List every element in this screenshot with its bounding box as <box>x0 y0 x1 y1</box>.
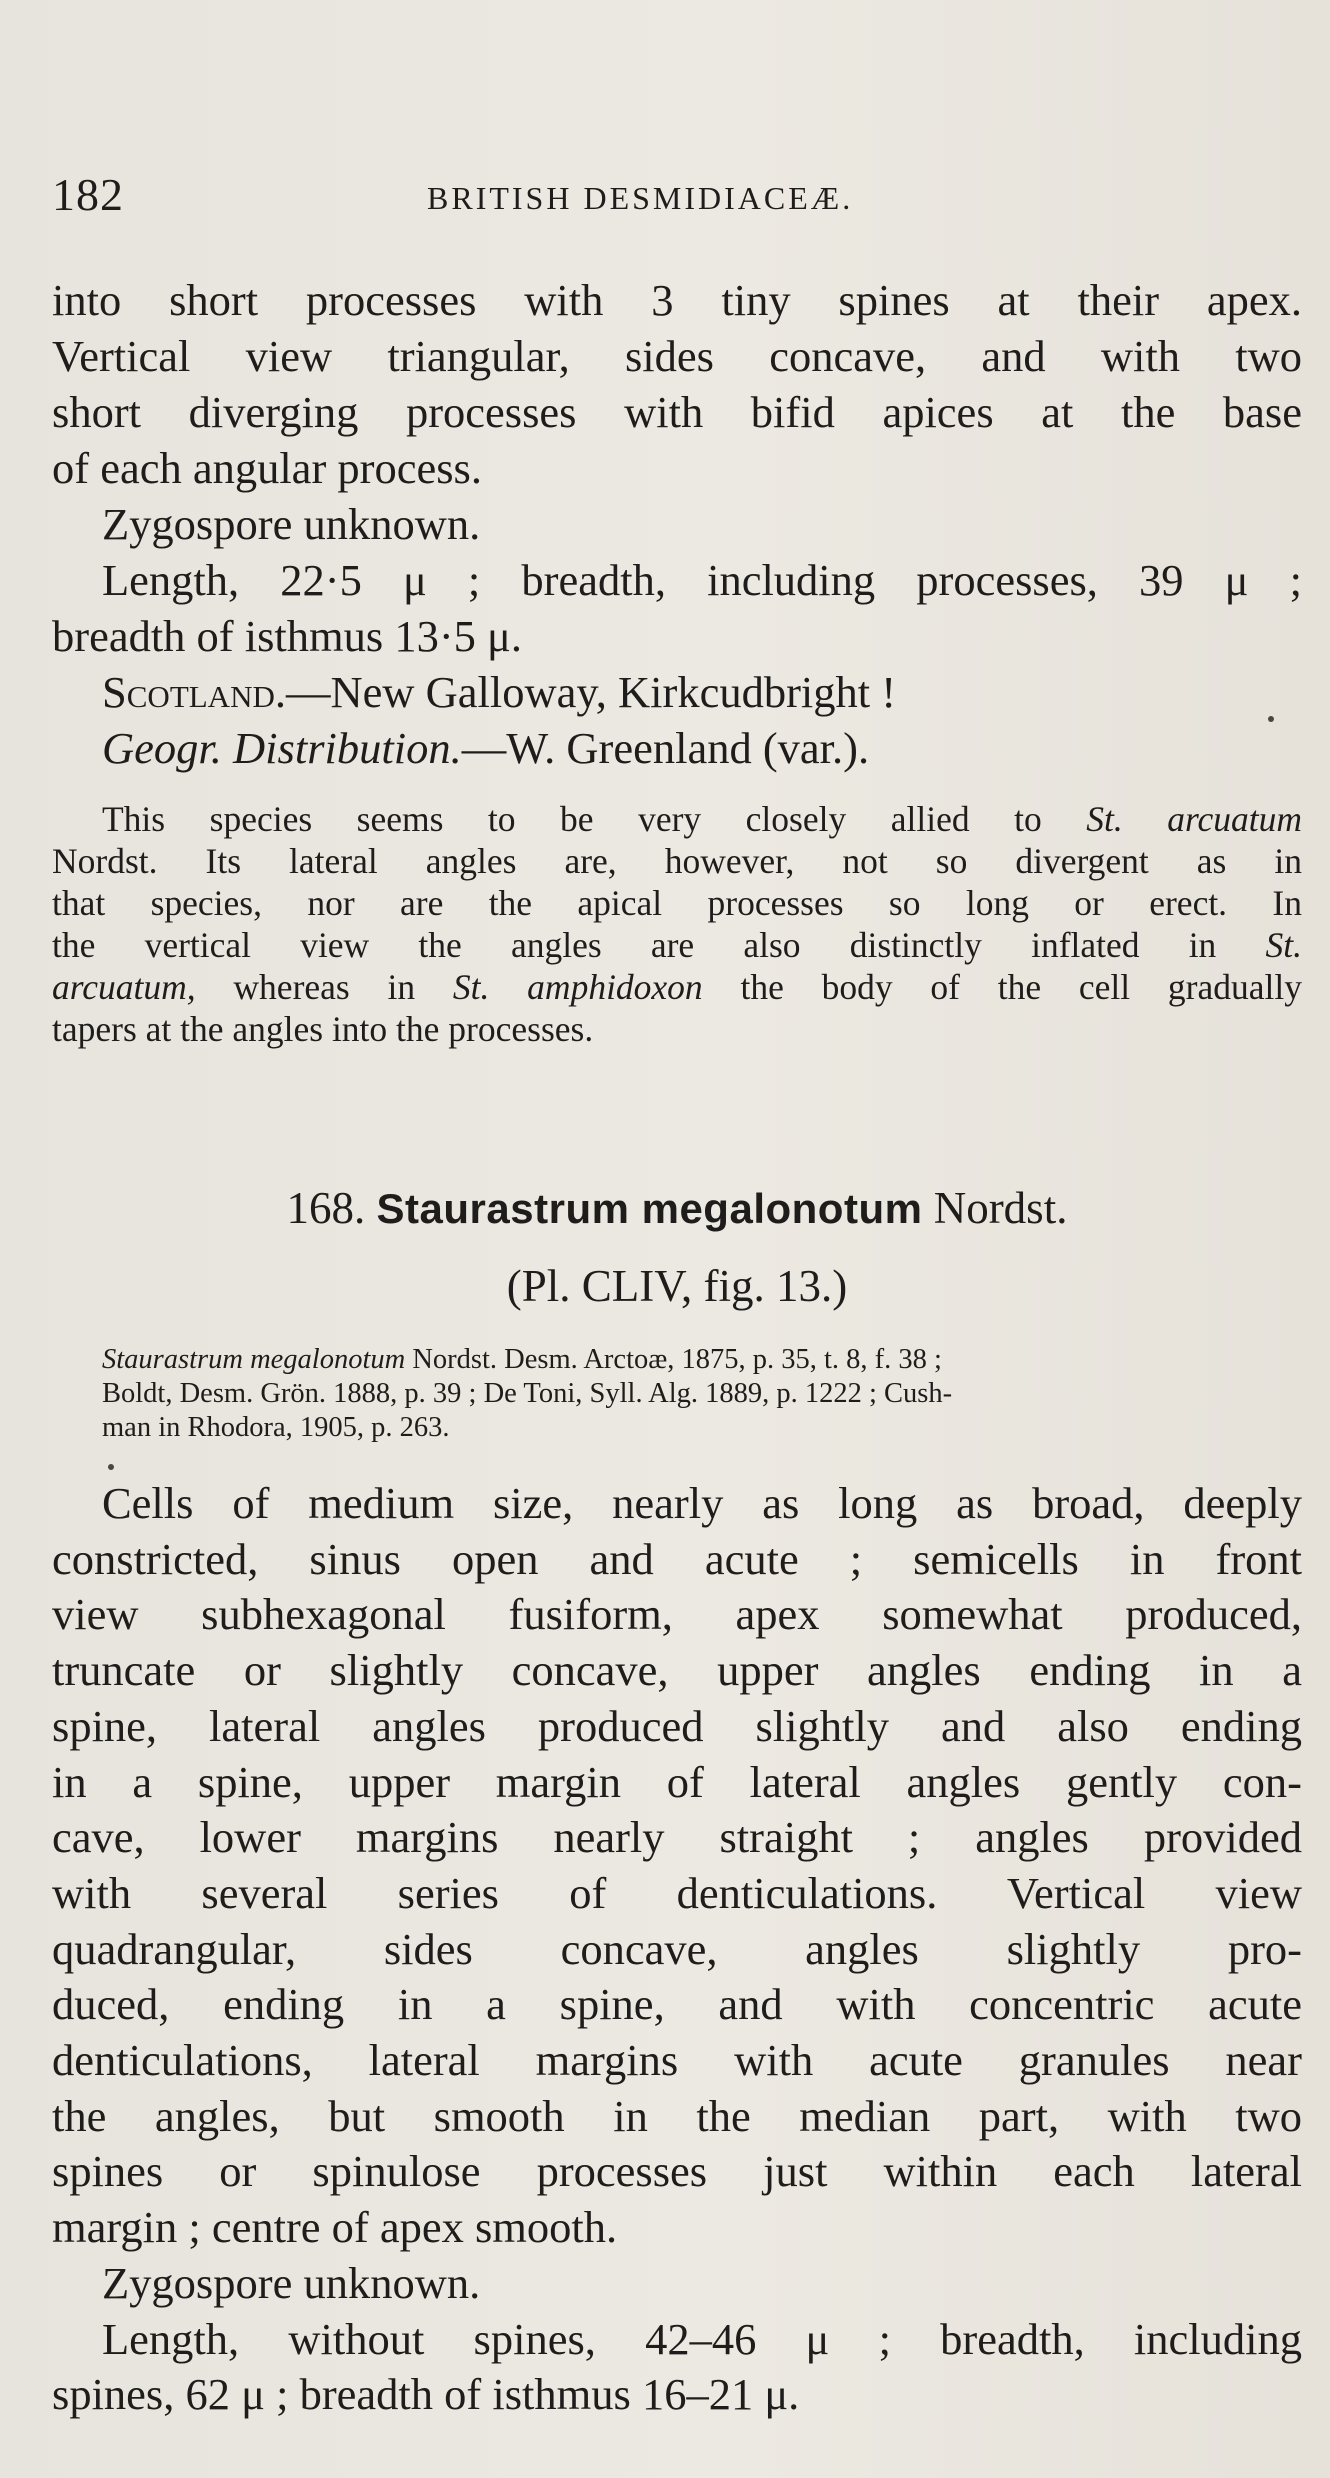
comparison-note <box>52 798 1302 1050</box>
running-head: BRITISH DESMIDIACEÆ. <box>427 180 854 216</box>
description-line: margin ; centre of apex smooth. <box>52 2202 618 2253</box>
plate-reference: (Pl. CLIV, fig. 13.) <box>506 1261 848 1311</box>
species-author: Nordst. <box>933 1183 1068 1233</box>
taxon-name: St. <box>1265 925 1302 965</box>
distribution-label: Geogr. Distribution. <box>102 723 462 773</box>
text-line: Vertical view triangular, sides concave, and with two <box>52 331 1302 381</box>
taxon-name: St. arcuatum <box>1086 799 1302 839</box>
description-line: constricted, sinus open and acute ; semicells in front <box>52 1533 1302 1584</box>
locality-text: —New Galloway, Kirkcudbright ! <box>285 667 897 717</box>
description-line: spines or spinulose processes just within each lateral <box>52 2146 1302 2197</box>
description-line: spine, lateral angles produced slightly and also ending <box>52 1700 1302 1751</box>
description-line: the angles, but smooth in the median part, with two <box>52 2090 1302 2141</box>
page-header <box>52 168 1302 222</box>
species-heading <box>52 1180 1302 1237</box>
note-line <box>52 966 1302 1008</box>
description-line: quadrangular, sides concave, angles slightly pro- <box>52 1923 1302 1974</box>
measurement-line: Length, 22·5 μ ; breadth, including processes, 39 μ ; <box>102 555 1302 605</box>
species-name: Staurastrum megalonotum <box>376 1185 923 1232</box>
species-description <box>52 1476 1302 2423</box>
zygospore-note: Zygospore unknown. <box>102 2257 481 2308</box>
measurement-line: spines, 62 μ ; breadth of isthmus 16–21 μ. <box>52 2369 800 2420</box>
text-line: short diverging processes with bifid apices at the base <box>52 387 1302 437</box>
description-line: with several series of denticulations. Vertical view <box>52 1867 1302 1918</box>
measurement-line: breadth of isthmus 13·5 μ. <box>52 611 523 661</box>
note-text: the vertical view the angles are also distinctly inflated in <box>52 925 1266 965</box>
text-line: of each angular process. <box>52 443 482 493</box>
literature-references <box>102 1343 1302 1445</box>
print-speck <box>108 1464 114 1470</box>
description-line: Cells of medium size, nearly as long as broad, deeply <box>102 1478 1302 1528</box>
note-text: This species seems to be very closely allied to <box>102 799 1087 839</box>
reference-line: Boldt, Desm. Grön. 1888, p. 39 ; De Toni, Syll. Alg. 1889, p. 1222 ; Cush- <box>102 1378 953 1409</box>
description-line: duced, ending in a spine, and with concentric acute <box>52 1979 1302 2030</box>
description-line: truncate or slightly concave, upper angles ending in a <box>52 1645 1302 1696</box>
note-text: whereas in <box>195 967 453 1007</box>
measurement-line: Length, without spines, 42–46 μ ; breadth, including <box>102 2313 1302 2364</box>
description-line: in a spine, upper margin of lateral angles gently con- <box>52 1756 1302 1807</box>
taxon-name: Staurastrum megalonotum <box>102 1344 406 1375</box>
reference-line <box>102 1343 1302 1377</box>
print-speck <box>1268 716 1274 722</box>
note-line <box>52 798 1302 840</box>
note-line: Nordst. Its lateral angles are, however, not so divergent as in <box>52 841 1302 881</box>
text-line: into short processes with 3 tiny spines at their apex. <box>52 275 1302 325</box>
description-line: view subhexagonal fusiform, apex somewhat produced, <box>52 1589 1302 1640</box>
reference-line: man in Rhodora, 1905, p. 263. <box>102 1412 450 1443</box>
page-number: 182 <box>52 169 124 220</box>
taxon-name: arcuatum, <box>52 967 196 1007</box>
taxon-name: St. amphidoxon <box>452 967 703 1007</box>
locality-label: Scotland. <box>102 667 286 717</box>
note-line: tapers at the angles into the processes. <box>52 1009 594 1049</box>
reference-text: Nordst. Desm. Arctoæ, 1875, p. 35, t. 8, f. 38 ; <box>405 1344 942 1375</box>
species-number: 168. <box>286 1183 366 1233</box>
zygospore-note: Zygospore unknown. <box>102 499 481 549</box>
note-line <box>52 924 1302 966</box>
continued-species-text <box>52 272 1302 776</box>
locality-line <box>52 664 1302 720</box>
description-line: denticulations, lateral margins with acute granules near <box>52 2035 1302 2086</box>
description-line: cave, lower margins nearly straight ; angles provided <box>52 1812 1302 1863</box>
note-line: that species, nor are the apical processes so long or erect. In <box>52 883 1302 923</box>
distribution-line <box>52 720 1302 776</box>
distribution-text: —W. Greenland (var.). <box>461 723 870 773</box>
note-text: the body of the cell gradually <box>702 967 1302 1007</box>
